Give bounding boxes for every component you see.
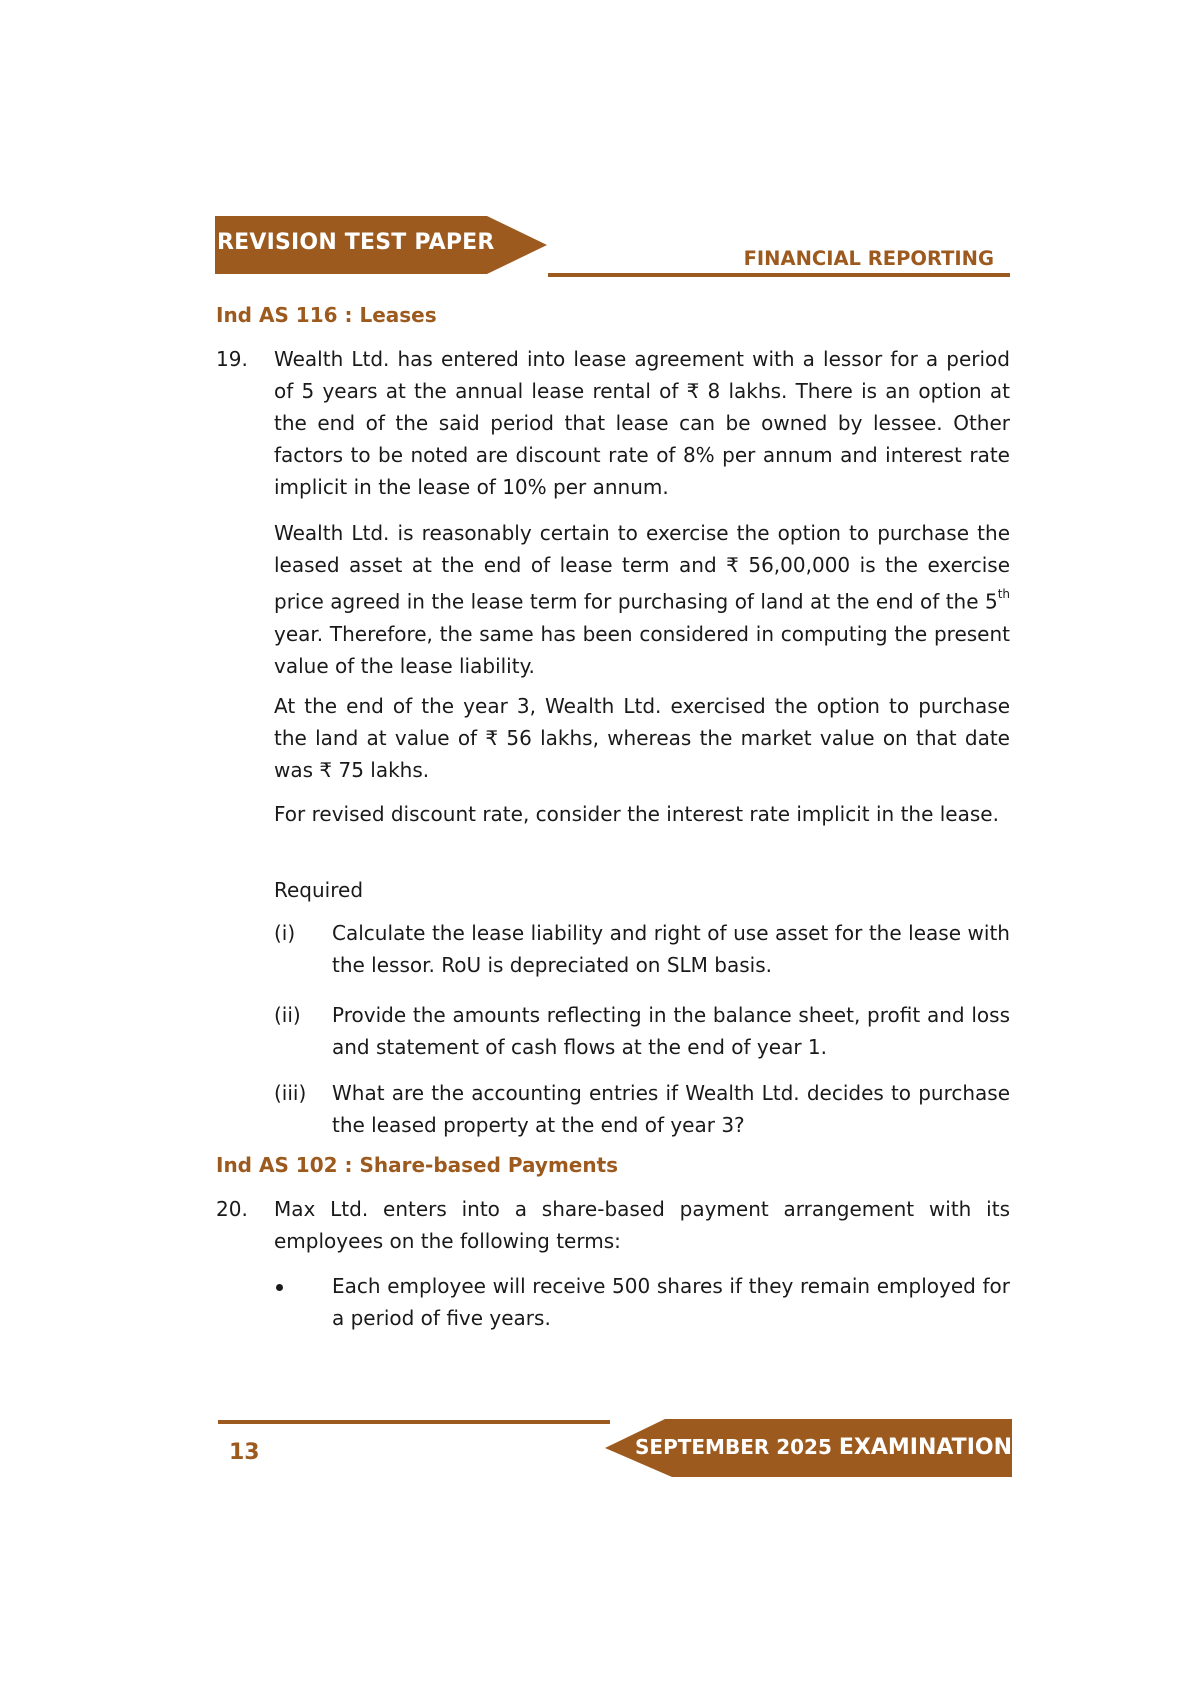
paragraph-text: Wealth Ltd. is reasonably certain to exercise the option to purchase the leased asset at the end of lease term and ₹ 56,00,000 is the exercise price agreed in the lease term for purchasing of land at the end of the 5	[274, 521, 1010, 614]
requirement-text: Provide the amounts reflecting in the balance sheet, profit and loss and statement of cash flows at the end of year 1.	[332, 1003, 1010, 1059]
footer-exam-date: SEPTEMBER 2025	[635, 1435, 832, 1459]
section-heading-share-based-payments: Ind AS 102 : Share-based Payments	[216, 1153, 619, 1177]
requirement-label: (ii)	[274, 1003, 301, 1027]
required-label: Required	[274, 878, 364, 902]
question-paragraph: Max Ltd. enters into a share-based payment arrangement with its employees on the following terms:	[274, 1197, 1010, 1253]
header-divider	[548, 273, 1010, 277]
section-heading-leases: Ind AS 116 : Leases	[216, 303, 437, 327]
footer-divider	[218, 1420, 610, 1424]
footer-exam-label	[635, 1435, 1012, 1460]
question-number: 20.	[216, 1197, 248, 1221]
header-subject: FINANCIAL REPORTING	[743, 247, 994, 270]
question-paragraph: Wealth Ltd. has entered into lease agreement with a lessor for a period of 5 years at the annual lease rental of ₹ 8 lakhs. There is an option at the end of the said period that lease can be owned by lessee. Other factors to be noted are discount rate of 8% per annum and interest rate implicit in the lease of 10% per annum.	[274, 347, 1010, 499]
ordinal-superscript: th	[997, 587, 1010, 601]
question-number: 19.	[216, 347, 248, 371]
bullet-text: Each employee will receive 500 shares if they remain employed for a period of five years.	[332, 1274, 1010, 1330]
header-banner-label: REVISION TEST PAPER	[217, 230, 495, 255]
footer-banner	[605, 1419, 1012, 1479]
page-number: 13	[229, 1440, 260, 1465]
paragraph-text: year. Therefore, the same has been considered in computing the present value of the lease liability.	[274, 621, 1010, 678]
bullet-icon	[276, 1284, 283, 1291]
requirement-label: (iii)	[274, 1081, 307, 1105]
question-paragraph: At the end of the year 3, Wealth Ltd. exercised the option to purchase the land at value of ₹ 56 lakhs, whereas the market value on that date was ₹ 75 lakhs.	[274, 694, 1010, 782]
requirement-label: (i)	[274, 921, 296, 945]
footer-exam-word: EXAMINATION	[838, 1435, 1012, 1460]
question-paragraph: For revised discount rate, consider the interest rate implicit in the lease.	[274, 802, 999, 826]
requirement-text: Calculate the lease liability and right of use asset for the lease with the lessor. RoU is depreciated on SLM basis.	[332, 921, 1010, 977]
question-paragraph	[274, 517, 1010, 682]
requirement-text: What are the accounting entries if Wealth Ltd. decides to purchase the leased property at the end of year 3?	[332, 1081, 1010, 1137]
header-banner	[215, 216, 547, 276]
